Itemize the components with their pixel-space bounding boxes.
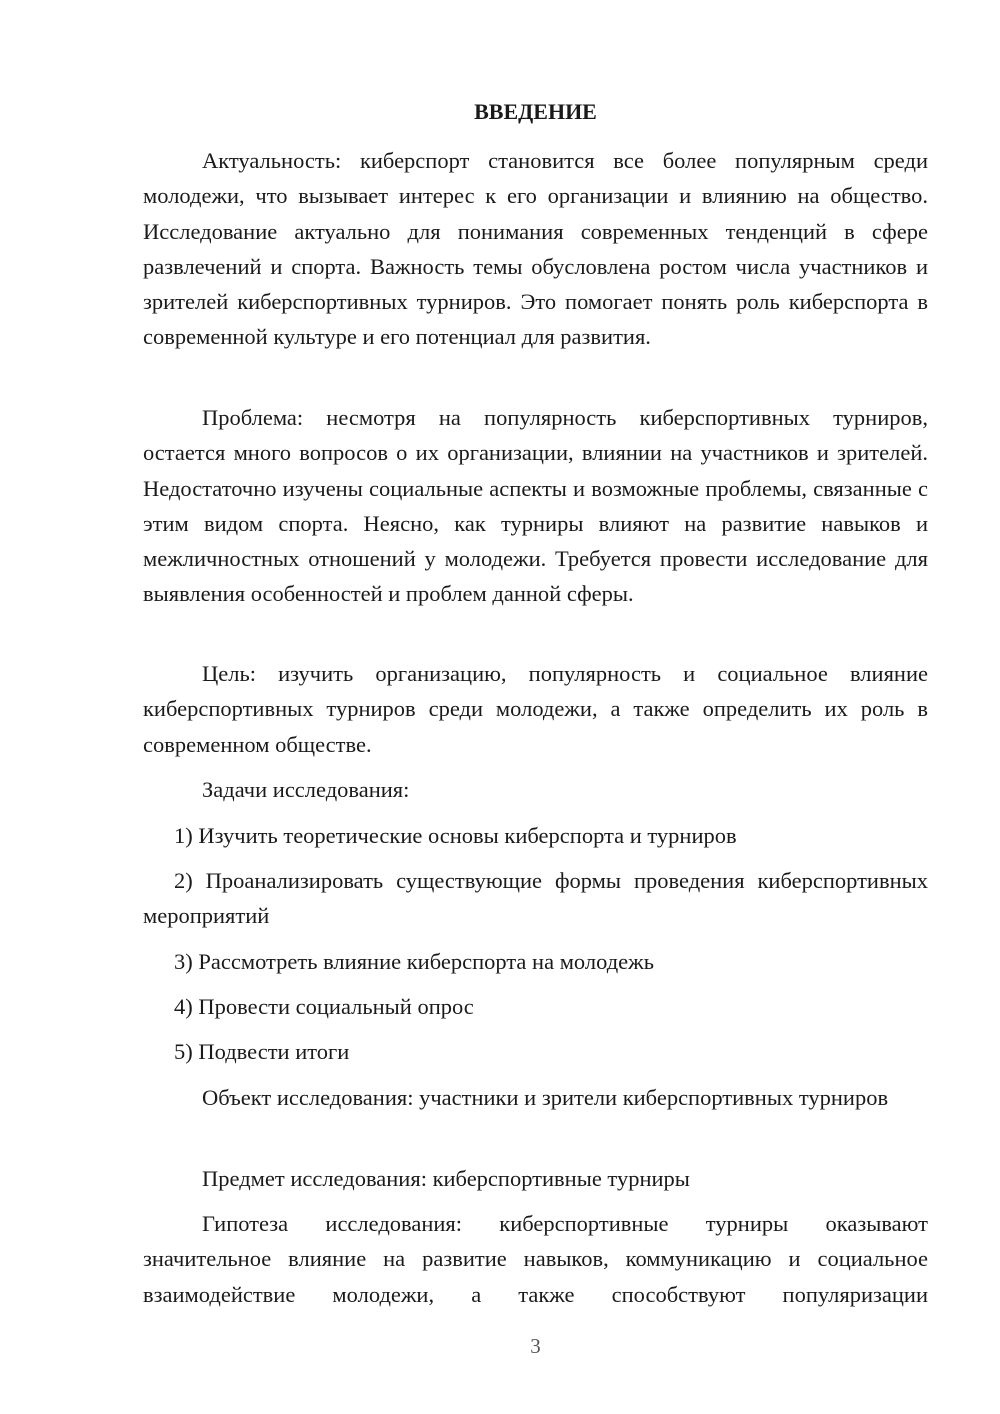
paragraph-hypothesis: Гипотеза исследования: киберспортивные турниры оказывают значительное влияние на развитие навыков, коммуникацию и социальное взаимодействие молодежи, а также способствуют популяризации	[143, 1211, 928, 1307]
task-item-4: 4) Провести социальный опрос	[174, 994, 474, 1019]
paragraph-actuality: Актуальность: киберспорт становится все более популярным среди молодежи, что вызывает интерес к его организации и влиянию на общество. Исследование актуально для понимания современных тенденций в сфере развлечений и спорта. Важность темы обусловлена ростом числа участников и зрителей киберспортивных турниров. Это помогает понять роль киберспорта в современной культуре и его потенциал для развития.	[143, 148, 928, 350]
page-number: 3	[530, 1334, 541, 1358]
paragraph-subject: Предмет исследования: киберспортивные турниры	[202, 1166, 690, 1191]
paragraph-goal: Цель: изучить организацию, популярность и социальное влияние киберспортивных турниров среди молодежи, а также определить их роль в современном обществе.	[143, 661, 928, 757]
paragraph-problem: Проблема: несмотря на популярность киберспортивных турниров, остается много вопросов о их организации, влиянии на участников и зрителей. Недостаточно изучены социальные аспекты и возможные проблемы, связанные с этим видом спорта. Неясно, как турниры влияют на развитие навыков и межличностных отношений у молодежи. Требуется провести исследование для выявления особенностей и проблем данной сферы.	[143, 405, 928, 607]
tasks-heading: Задачи исследования:	[202, 777, 410, 802]
section-title: ВВЕДЕНИЕ	[474, 99, 597, 124]
paragraph-object: Объект исследования: участники и зрители киберспортивных турниров	[202, 1085, 889, 1110]
task-item-1: 1) Изучить теоретические основы киберспорта и турниров	[174, 823, 737, 848]
document-page	[143, 0, 928, 1414]
task-item-2: 2) Проанализировать существующие формы проведения киберспортивных мероприятий	[143, 868, 928, 929]
task-item-3: 3) Рассмотреть влияние киберспорта на молодежь	[174, 949, 654, 974]
task-item-5: 5) Подвести итоги	[174, 1039, 350, 1064]
